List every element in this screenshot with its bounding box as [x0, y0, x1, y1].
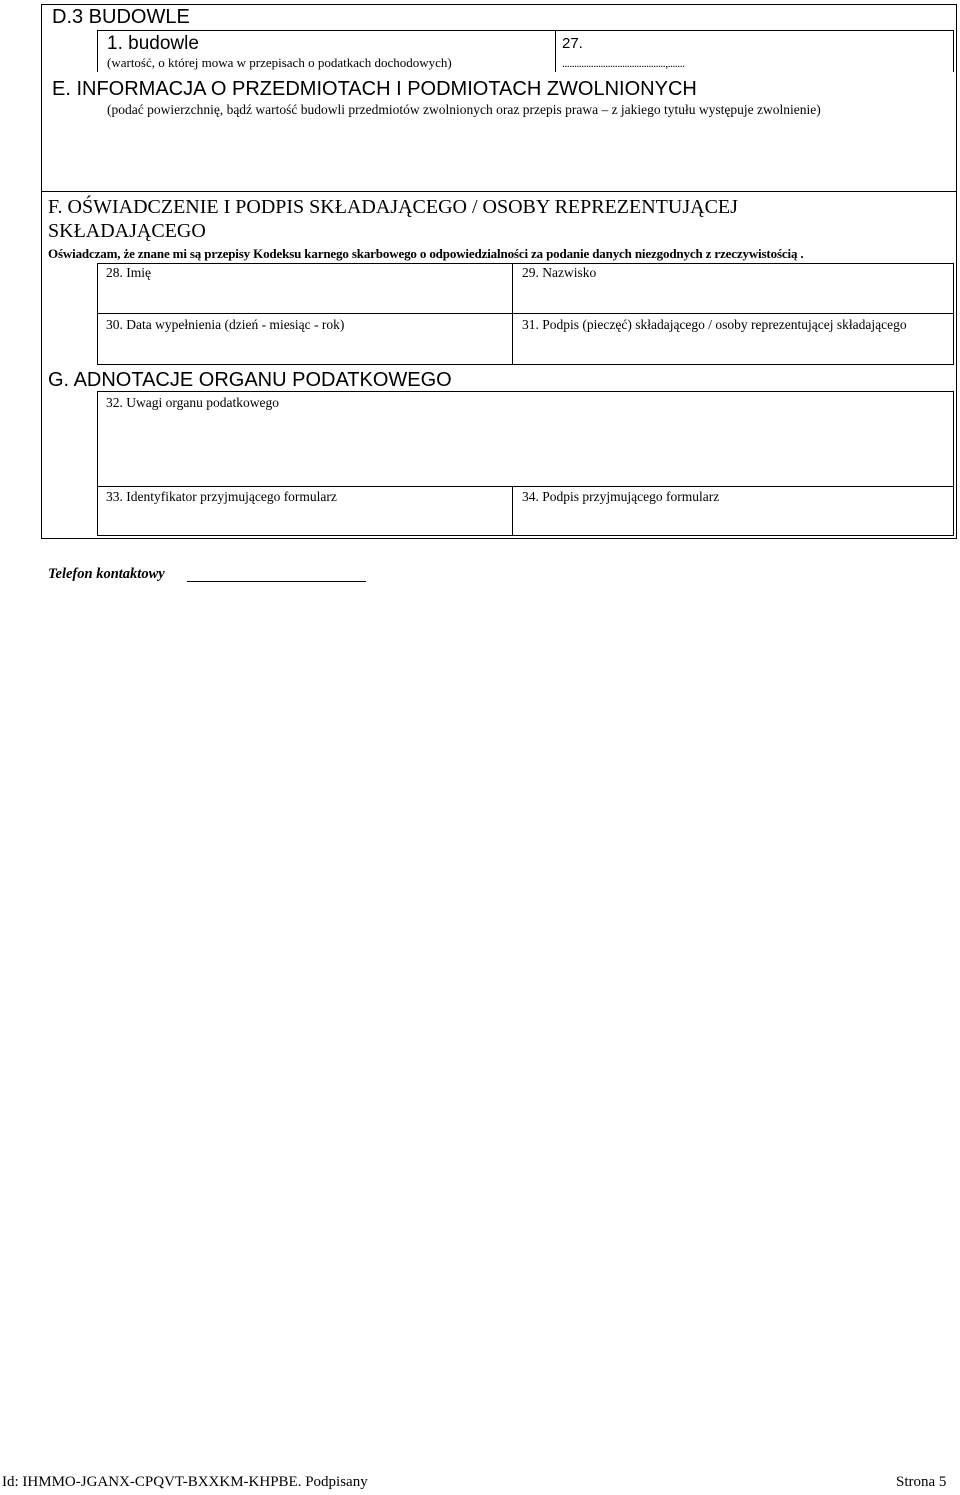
- section-e-subtitle: (podać powierzchnię, bądź wartość budowli przedmiotów zwolnionych oraz przepis prawa – z jakiego tytułu występuje zwolnienie): [107, 102, 821, 117]
- field-27-value[interactable]: ...........................................,.......: [562, 56, 685, 70]
- section-f-statement: Oświadczam, że znane mi są przepisy Kodeksu karnego skarbowego o odpowiedzialności za podanie danych niezgodnych z rzeczywistością .: [48, 246, 804, 261]
- field-34-label: 34. Podpis przyjmującego formularz: [522, 489, 720, 504]
- field-29-label: 29. Nazwisko: [522, 265, 597, 280]
- footer-document-id: Id: IHMMO-JGANX-CPQVT-BXXKM-KHPBE. Podpisany: [2, 1474, 368, 1490]
- field-32-label: 32. Uwagi organu podatkowego: [106, 395, 279, 410]
- field-28-box[interactable]: [97, 263, 513, 314]
- section-d3-title: D.3 BUDOWLE: [52, 6, 190, 28]
- section-f-title-line1: F. OŚWIADCZENIE I PODPIS SKŁADAJĄCEGO / OSOBY REPREZENTUJĄCEJ: [48, 196, 738, 218]
- footer-page-number: Strona 5: [896, 1474, 947, 1490]
- phone-input-line[interactable]: [187, 581, 366, 582]
- section-f-title-line2: SKŁADAJĄCEGO: [48, 220, 206, 242]
- field-30-label: 30. Data wypełnienia (dzień - miesiąc - rok): [106, 317, 345, 332]
- field-27-number: 27.: [562, 35, 583, 52]
- field-33-label: 33. Identyfikator przyjmującego formularz: [106, 489, 337, 504]
- field-31-label: 31. Podpis (pieczęć) składającego / osoby reprezentującej składającego: [522, 317, 907, 332]
- field-27-divider: [555, 30, 556, 72]
- section-g-title: G. ADNOTACJE ORGANU PODATKOWEGO: [48, 369, 452, 391]
- budowle-item-note: (wartość, o której mowa w przepisach o podatkach dochodowych): [107, 55, 452, 70]
- field-28-label: 28. Imię: [106, 265, 151, 280]
- phone-label: Telefon kontaktowy: [48, 566, 165, 582]
- budowle-item-label: 1. budowle: [107, 33, 199, 54]
- section-e-title: E. INFORMACJA O PRZEDMIOTACH I PODMIOTACH ZWOLNIONYCH: [52, 78, 697, 100]
